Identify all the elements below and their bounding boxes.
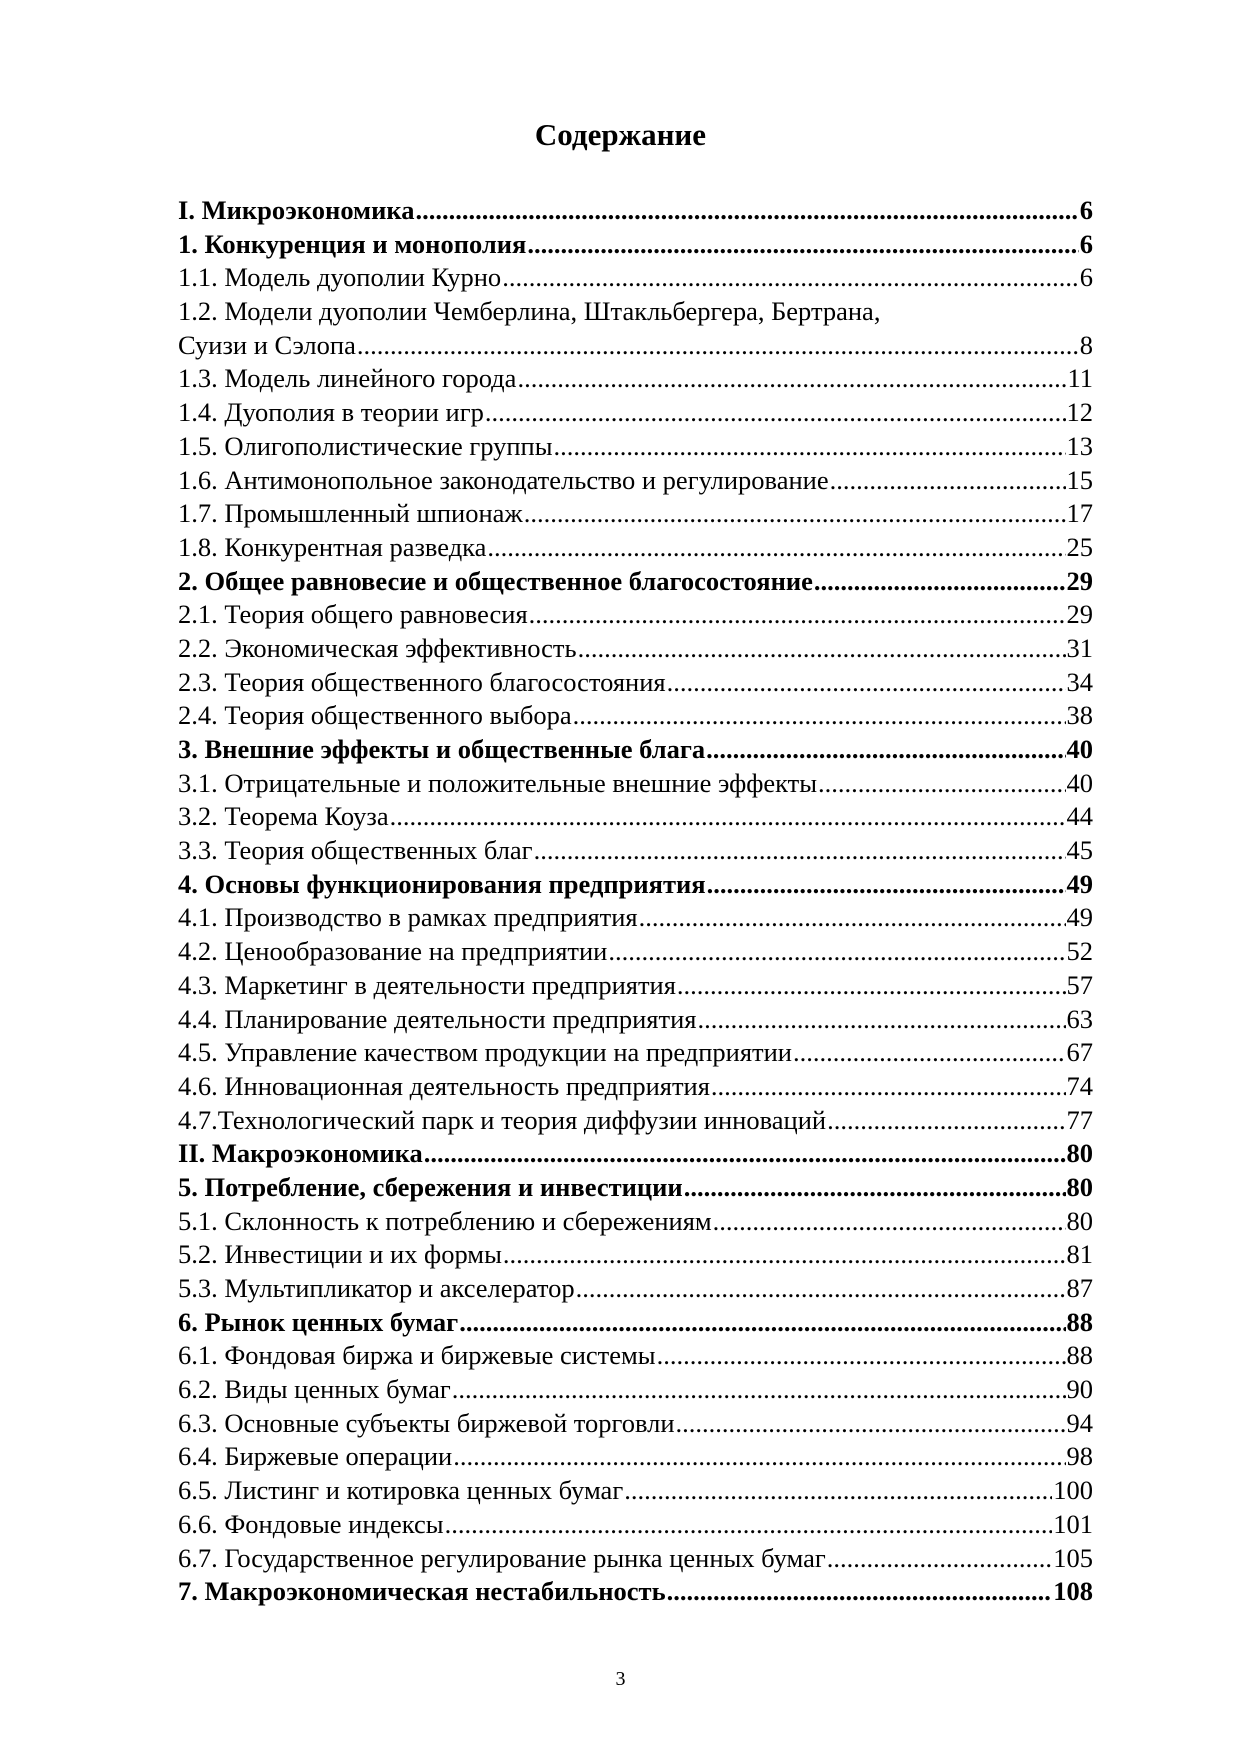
toc-dot-leader <box>684 1171 1066 1205</box>
toc-entry-page: 90 <box>1066 1374 1093 1405</box>
toc-entry-title: 6.1. Фондовая биржа и биржевые системы <box>178 1340 656 1371</box>
toc-entry-title: 6.4. Биржевые операции <box>178 1441 453 1472</box>
toc-subsection-entry[interactable] <box>178 1272 1093 1306</box>
toc-dot-leader <box>578 632 1066 666</box>
toc-entry-title: 1.1. Модель дуополии Курно <box>178 262 502 293</box>
toc-entry-page: 8 <box>1079 329 1093 360</box>
toc-entry-title: 4. Основы функционирования предприятия <box>178 868 706 899</box>
toc-entry-page: 40 <box>1066 767 1093 798</box>
toc-entry-page: 101 <box>1053 1508 1093 1539</box>
toc-dot-leader <box>676 1407 1066 1441</box>
toc-entry-title: 5. Потребление, сбережения и инвестиции <box>178 1171 683 1202</box>
toc-entry-page: 29 <box>1066 565 1093 596</box>
toc-dot-leader <box>452 1373 1066 1407</box>
toc-entry-title: 1.2. Модели дуополии Чемберлина, Штакльбергера, Бертрана, <box>178 296 881 327</box>
toc-entry-title: 5.2. Инвестиции и их формы <box>178 1239 502 1270</box>
table-of-contents <box>178 194 1093 1609</box>
toc-entry-title: 3. Внешние эффекты и общественные блага <box>178 734 706 764</box>
toc-entry-page: 87 <box>1066 1273 1093 1303</box>
toc-entry-page: 88 <box>1066 1340 1093 1371</box>
toc-entry-page: 31 <box>1066 632 1093 663</box>
toc-section-entry[interactable] <box>178 733 1093 767</box>
toc-dot-leader <box>502 261 1079 295</box>
toc-entry-title: 2.3. Теория общественного благосостояния <box>178 666 666 697</box>
toc-dot-leader <box>827 1104 1065 1138</box>
toc-entry-title: 2.2. Экономическая эффективность <box>178 632 577 663</box>
page-title: Содержание <box>534 117 707 152</box>
toc-entry-title: 5.3. Мультипликатор и акселератор <box>178 1273 575 1303</box>
toc-subsection-entry[interactable] <box>178 1036 1093 1070</box>
toc-dot-leader <box>390 800 1066 834</box>
toc-section-entry[interactable] <box>178 1575 1093 1609</box>
toc-entry-title: 1.3. Модель линейного города <box>178 363 517 394</box>
toc-entry-title: 3.3. Теория общественных благ <box>178 835 533 866</box>
toc-entry-page: 74 <box>1066 1070 1093 1101</box>
toc-subsection-entry[interactable] <box>178 935 1093 969</box>
toc-entry-page: 44 <box>1066 801 1093 832</box>
toc-entry-page: 40 <box>1066 734 1093 764</box>
toc-entry-title: Суизи и Сэлопа <box>178 329 356 360</box>
toc-section-entry[interactable] <box>178 228 1093 262</box>
toc-dot-leader <box>677 969 1066 1003</box>
toc-entry-title: II. Макроэкономика <box>178 1138 423 1169</box>
toc-subsection-entry[interactable] <box>178 531 1093 565</box>
toc-entry-page: 6 <box>1079 262 1093 293</box>
toc-entry-page: 80 <box>1066 1171 1093 1202</box>
toc-entry-page: 105 <box>1053 1542 1093 1573</box>
toc-entry-page: 88 <box>1066 1306 1093 1337</box>
toc-subsection-entry[interactable] <box>178 362 1093 396</box>
toc-entry-page: 49 <box>1066 868 1093 899</box>
toc-dot-leader <box>707 868 1066 902</box>
toc-subsection-entry[interactable] <box>178 396 1093 430</box>
toc-dot-leader <box>697 1003 1065 1037</box>
toc-entry-page: 6 <box>1079 228 1093 259</box>
toc-section-entry[interactable] <box>178 194 1093 228</box>
toc-entry-title: 2.4. Теория общественного выбора <box>178 700 572 731</box>
toc-entry-page: 100 <box>1053 1475 1093 1506</box>
toc-entry-title: 2.1. Теория общего равновесия <box>178 599 528 630</box>
toc-dot-leader <box>711 1070 1066 1104</box>
toc-dot-leader <box>487 531 1065 565</box>
toc-dot-leader <box>639 901 1066 935</box>
toc-subsection-entry[interactable] <box>178 1542 1093 1576</box>
toc-entry-title: 4.2. Ценообразование на предприятии <box>178 936 608 967</box>
toc-entry-page: 67 <box>1066 1037 1093 1068</box>
toc-dot-leader <box>453 1440 1065 1474</box>
toc-dot-leader <box>424 1137 1066 1171</box>
toc-subsection-entry[interactable] <box>178 1003 1093 1037</box>
toc-dot-leader <box>624 1474 1052 1508</box>
toc-entry-page: 45 <box>1066 835 1093 866</box>
toc-subsection-entry[interactable] <box>178 767 1093 801</box>
toc-dot-leader <box>793 1036 1066 1070</box>
toc-section-entry[interactable] <box>178 565 1093 599</box>
toc-dot-leader <box>818 767 1065 801</box>
toc-entry-title: 6. Рынок ценных бумаг <box>178 1306 459 1337</box>
toc-subsection-entry[interactable] <box>178 969 1093 1003</box>
toc-dot-leader <box>534 834 1066 868</box>
toc-dot-leader <box>459 1306 1065 1340</box>
toc-subsection-entry[interactable] <box>178 1104 1093 1138</box>
toc-dot-leader <box>445 1508 1053 1542</box>
toc-entry-title: 4.1. Производство в рамках предприятия <box>178 902 638 933</box>
toc-dot-leader <box>713 1205 1066 1239</box>
page-number: 3 <box>615 1668 626 1690</box>
toc-entry-page: 63 <box>1066 1003 1093 1034</box>
toc-entry-page: 52 <box>1066 936 1093 967</box>
toc-entry-title: 6.2. Виды ценных бумаг <box>178 1374 451 1405</box>
toc-section-entry[interactable] <box>178 1171 1093 1205</box>
toc-entry-title: 6.6. Фондовые индексы <box>178 1508 444 1539</box>
toc-dot-leader <box>827 1542 1052 1576</box>
toc-subsection-entry[interactable] <box>178 632 1093 666</box>
toc-entry-title: 3.1. Отрицательные и положительные внешние эффекты <box>178 767 818 798</box>
toc-entry-title: 4.6. Инновационная деятельность предприятия <box>178 1070 710 1101</box>
toc-subsection-entry[interactable] <box>178 497 1093 531</box>
toc-entry-page: 77 <box>1066 1104 1093 1135</box>
toc-dot-leader <box>524 497 1066 531</box>
toc-subsection-entry[interactable] <box>178 430 1093 464</box>
toc-entry-title: 4.3. Маркетинг в деятельности предприятия <box>178 969 676 1000</box>
toc-dot-leader <box>529 598 1066 632</box>
toc-entry-title: 1.6. Антимонопольное законодательство и регулирование <box>178 464 829 495</box>
toc-dot-leader <box>657 1339 1066 1373</box>
toc-entry-title: 7. Макроэкономическая нестабильность <box>178 1576 666 1607</box>
toc-dot-leader <box>576 1272 1066 1306</box>
toc-section-entry[interactable] <box>178 1306 1093 1340</box>
toc-entry-page: 49 <box>1066 902 1093 933</box>
toc-dot-leader <box>706 733 1065 767</box>
toc-entry-page: 81 <box>1066 1239 1093 1270</box>
toc-entry-title: 4.5. Управление качеством продукции на предприятии <box>178 1037 792 1068</box>
toc-subsection-entry[interactable] <box>178 1474 1093 1508</box>
toc-subsection-entry[interactable] <box>178 598 1093 632</box>
toc-subsection-entry[interactable] <box>178 1407 1093 1441</box>
toc-dot-leader <box>554 430 1066 464</box>
toc-entry-page: 57 <box>1066 969 1093 1000</box>
toc-subsection-entry[interactable] <box>178 1440 1093 1474</box>
toc-entry-title: 1.7. Промышленный шпионаж <box>178 498 523 529</box>
toc-subsection-entry[interactable] <box>178 800 1093 834</box>
toc-subsection-entry[interactable] <box>178 1339 1093 1373</box>
toc-subsection-entry[interactable] <box>178 295 1093 329</box>
toc-dot-leader <box>527 228 1078 262</box>
toc-subsection-entry[interactable] <box>178 901 1093 935</box>
toc-entry-title: 1.4. Дуополия в теории игр <box>178 397 484 428</box>
toc-subsection-entry[interactable] <box>178 699 1093 733</box>
toc-entry-page: 12 <box>1066 397 1093 428</box>
toc-entry-title: 4.7.Технологический парк и теория диффузии инноваций <box>178 1104 827 1135</box>
toc-dot-leader <box>503 1238 1066 1272</box>
toc-entry-title: I. Микроэкономика <box>178 195 415 225</box>
toc-entry-page: 94 <box>1066 1407 1093 1438</box>
toc-entry-page: 98 <box>1066 1441 1093 1472</box>
toc-entry-page: 38 <box>1066 700 1093 731</box>
toc-entry-page: 80 <box>1066 1205 1093 1236</box>
toc-section-entry[interactable] <box>178 1137 1093 1171</box>
toc-entry-page: 80 <box>1066 1138 1093 1169</box>
toc-entry-page: 13 <box>1066 430 1093 461</box>
toc-subsection-entry[interactable] <box>178 1238 1093 1272</box>
toc-dot-leader <box>517 362 1066 396</box>
toc-dot-leader <box>416 194 1079 228</box>
toc-subsection-entry[interactable] <box>178 1508 1093 1542</box>
toc-dot-leader <box>814 565 1066 599</box>
toc-subsection-entry[interactable] <box>178 1205 1093 1239</box>
toc-entry-title: 2. Общее равновесие и общественное благосостояние <box>178 565 813 596</box>
toc-dot-leader <box>667 666 1066 700</box>
toc-subsection-entry[interactable] <box>178 261 1093 295</box>
toc-entry-title: 1.5. Олигополистические группы <box>178 430 553 461</box>
toc-subsection-entry[interactable] <box>178 1373 1093 1407</box>
toc-subsection-entry[interactable] <box>178 464 1093 498</box>
toc-entry-page: 108 <box>1053 1576 1093 1607</box>
toc-entry-title: 1.8. Конкурентная разведка <box>178 531 487 562</box>
toc-entry-page: 34 <box>1066 666 1093 697</box>
toc-entry-page: 17 <box>1066 498 1093 529</box>
toc-entry-page: 6 <box>1079 195 1093 225</box>
toc-entry-title: 6.5. Листинг и котировка ценных бумаг <box>178 1475 624 1506</box>
toc-entry-page: 15 <box>1066 464 1093 495</box>
toc-subsection-entry[interactable] <box>178 834 1093 868</box>
toc-dot-leader <box>608 935 1065 969</box>
toc-entry-page: 29 <box>1066 599 1093 630</box>
toc-dot-leader <box>573 699 1066 733</box>
toc-dot-leader <box>667 1575 1053 1609</box>
toc-dot-leader <box>485 396 1066 430</box>
toc-entry-title: 4.4. Планирование деятельности предприятия <box>178 1003 697 1034</box>
toc-entry-title: 5.1. Склонность к потреблению и сбережениям <box>178 1205 712 1236</box>
toc-dot-leader <box>830 464 1066 498</box>
toc-dot-leader <box>357 329 1079 363</box>
toc-entry-page: 25 <box>1066 531 1093 562</box>
toc-entry-title: 6.7. Государственное регулирование рынка ценных бумаг <box>178 1542 826 1573</box>
toc-subsection-entry[interactable] <box>178 329 1093 363</box>
toc-subsection-entry[interactable] <box>178 1070 1093 1104</box>
toc-entry-title: 6.3. Основные субъекты биржевой торговли <box>178 1407 675 1438</box>
toc-entry-title: 1. Конкуренция и монополия <box>178 228 527 259</box>
toc-entry-page: 11 <box>1067 363 1093 394</box>
toc-subsection-entry[interactable] <box>178 666 1093 700</box>
toc-entry-title: 3.2. Теорема Коуза <box>178 801 389 832</box>
toc-section-entry[interactable] <box>178 868 1093 902</box>
